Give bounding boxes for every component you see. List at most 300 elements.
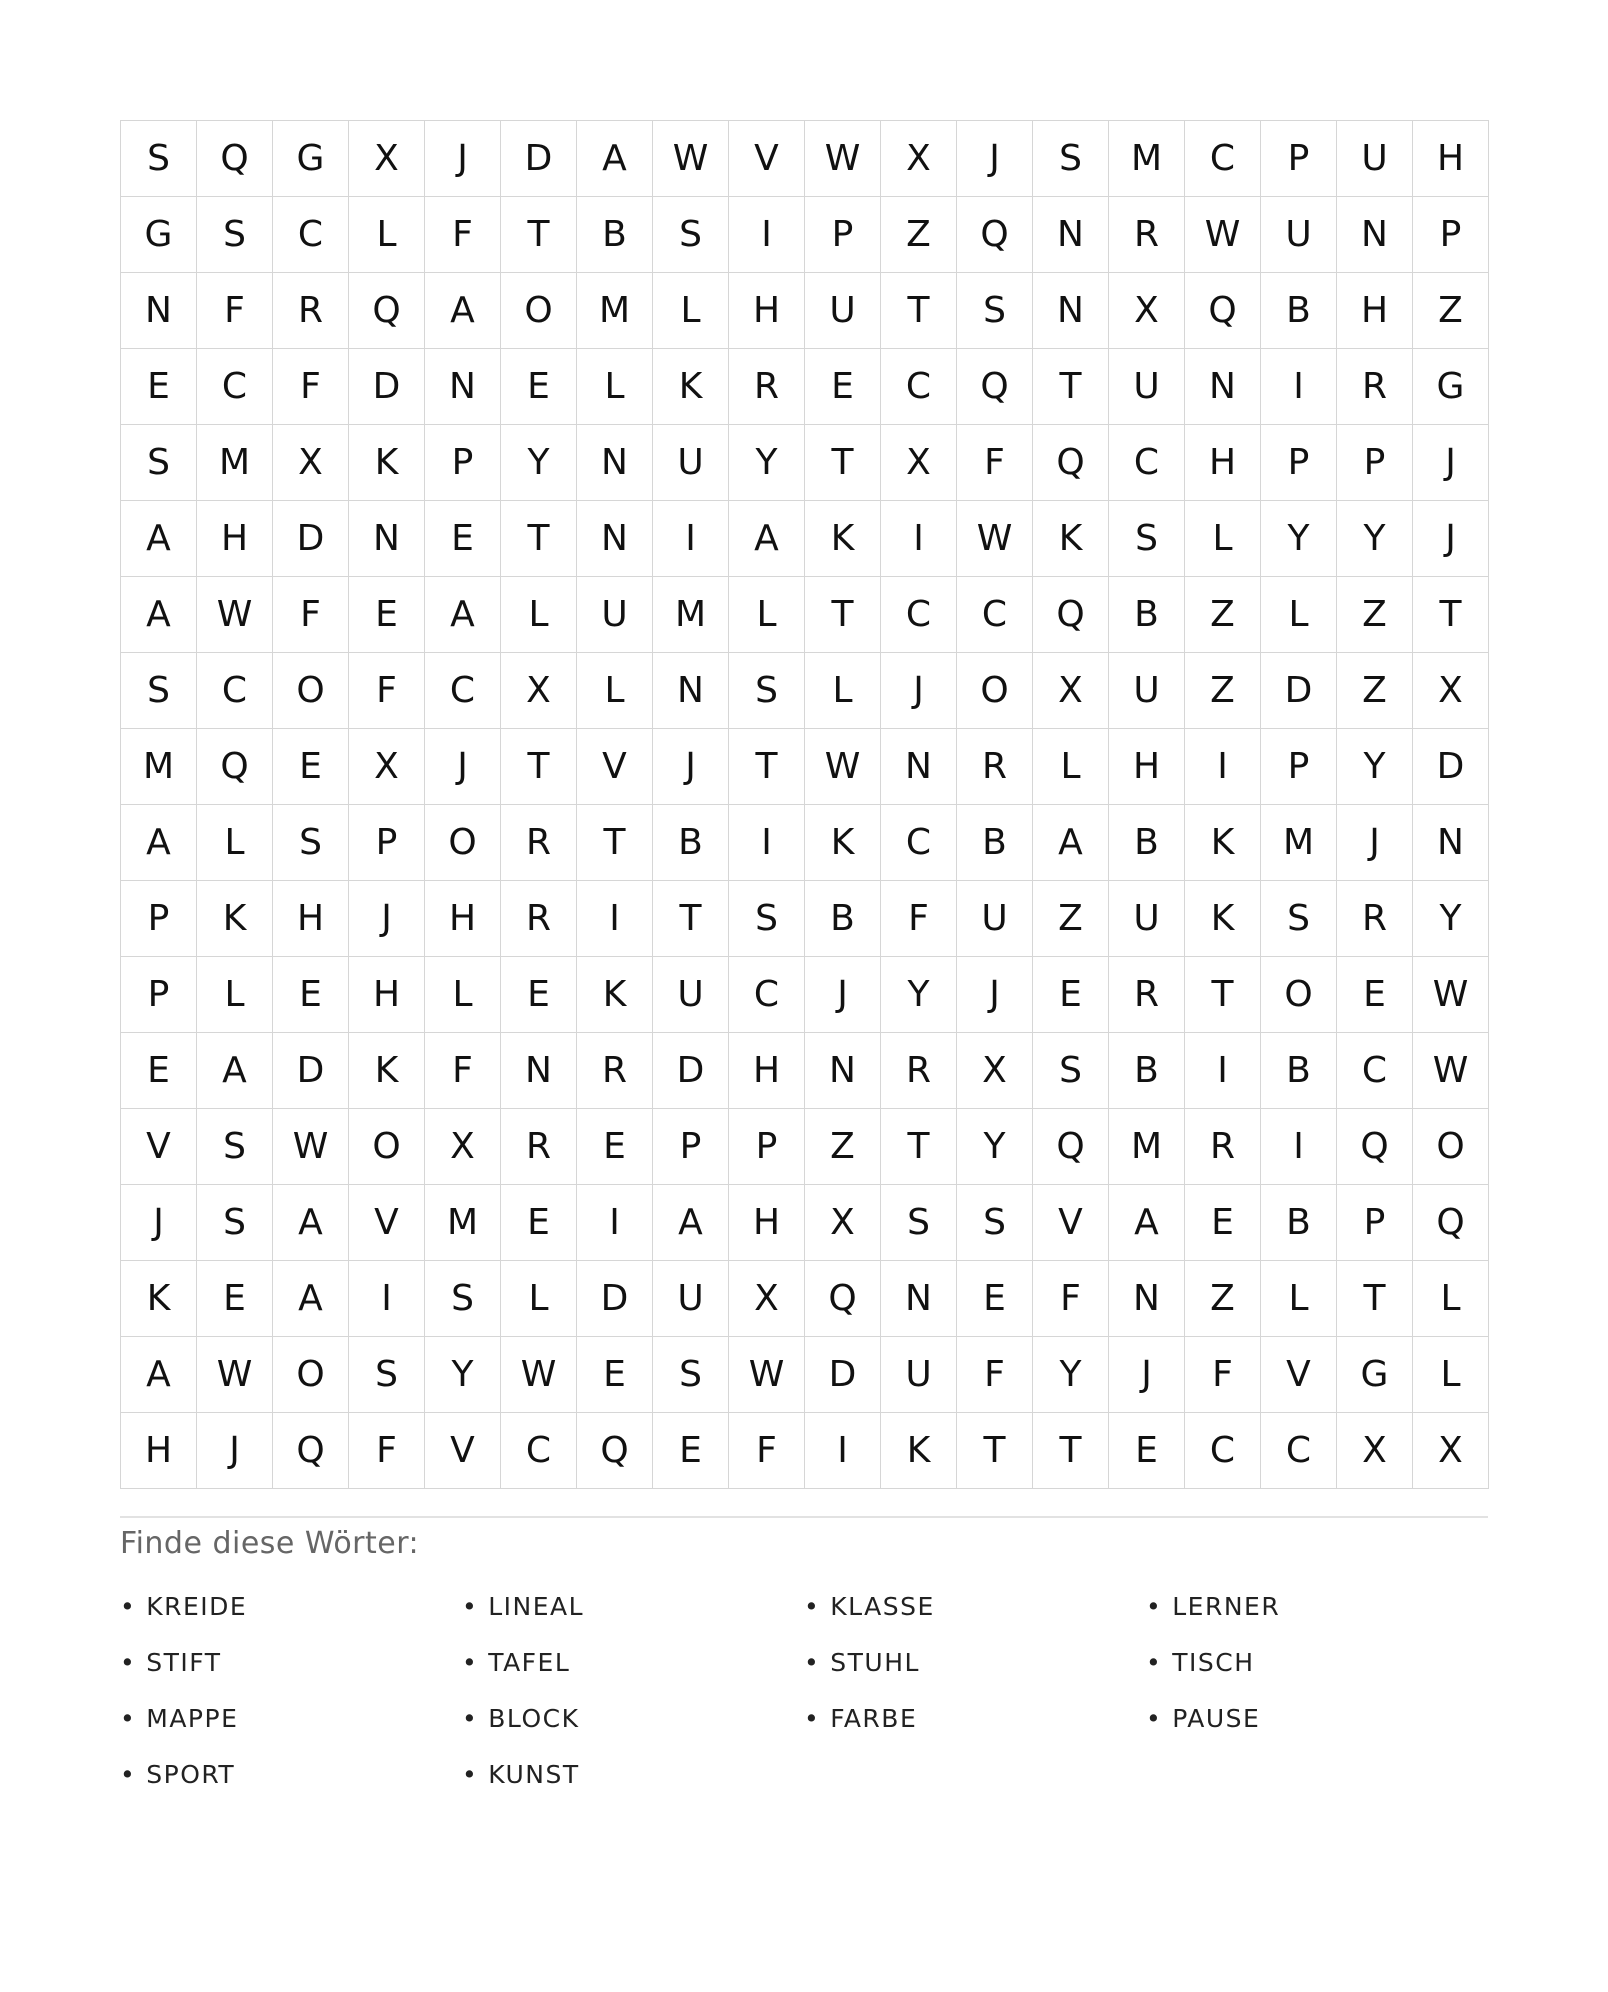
grid-cell[interactable]: S (197, 1109, 273, 1185)
grid-cell[interactable]: E (577, 1109, 653, 1185)
grid-cell[interactable]: S (197, 197, 273, 273)
grid-cell[interactable]: H (729, 1033, 805, 1109)
grid-cell[interactable]: U (1109, 349, 1185, 425)
grid-cell[interactable]: E (273, 957, 349, 1033)
grid-cell[interactable]: G (273, 121, 349, 197)
grid-cell[interactable]: W (729, 1337, 805, 1413)
grid-cell[interactable]: J (957, 121, 1033, 197)
grid-cell[interactable]: F (957, 1337, 1033, 1413)
grid-cell[interactable]: T (729, 729, 805, 805)
grid-cell[interactable]: A (425, 273, 501, 349)
grid-cell[interactable]: E (197, 1261, 273, 1337)
grid-cell[interactable]: H (197, 501, 273, 577)
grid-cell[interactable]: I (653, 501, 729, 577)
grid-cell[interactable]: J (197, 1413, 273, 1489)
grid-cell[interactable]: K (1033, 501, 1109, 577)
grid-cell[interactable]: U (1337, 121, 1413, 197)
grid-cell[interactable]: N (1033, 197, 1109, 273)
grid-cell[interactable]: Q (273, 1413, 349, 1489)
grid-cell[interactable]: W (957, 501, 1033, 577)
grid-cell[interactable]: A (577, 121, 653, 197)
grid-cell[interactable]: R (273, 273, 349, 349)
grid-cell[interactable]: Y (1261, 501, 1337, 577)
grid-cell[interactable]: C (1337, 1033, 1413, 1109)
grid-cell[interactable]: U (1109, 653, 1185, 729)
grid-cell[interactable]: R (729, 349, 805, 425)
grid-cell[interactable]: O (273, 653, 349, 729)
grid-cell[interactable]: J (653, 729, 729, 805)
grid-cell[interactable]: E (957, 1261, 1033, 1337)
grid-cell[interactable]: U (1109, 881, 1185, 957)
grid-cell[interactable]: D (1261, 653, 1337, 729)
grid-cell[interactable]: E (501, 1185, 577, 1261)
grid-cell[interactable]: T (501, 501, 577, 577)
grid-cell[interactable]: P (1261, 121, 1337, 197)
grid-cell[interactable]: R (1337, 349, 1413, 425)
grid-cell[interactable]: P (1337, 425, 1413, 501)
grid-cell[interactable]: U (653, 1261, 729, 1337)
grid-cell[interactable]: Z (1337, 653, 1413, 729)
grid-cell[interactable]: K (805, 805, 881, 881)
grid-cell[interactable]: K (1185, 881, 1261, 957)
grid-cell[interactable]: Z (881, 197, 957, 273)
grid-cell[interactable]: M (577, 273, 653, 349)
grid-cell[interactable]: V (1033, 1185, 1109, 1261)
grid-cell[interactable]: X (957, 1033, 1033, 1109)
grid-cell[interactable]: F (425, 197, 501, 273)
grid-cell[interactable]: A (121, 1337, 197, 1413)
grid-cell[interactable]: Q (805, 1261, 881, 1337)
grid-cell[interactable]: L (577, 349, 653, 425)
grid-cell[interactable]: A (729, 501, 805, 577)
grid-cell[interactable]: V (1261, 1337, 1337, 1413)
grid-cell[interactable]: I (349, 1261, 425, 1337)
grid-cell[interactable]: X (805, 1185, 881, 1261)
grid-cell[interactable]: N (577, 501, 653, 577)
grid-cell[interactable]: T (1033, 349, 1109, 425)
grid-cell[interactable]: S (349, 1337, 425, 1413)
grid-cell[interactable]: L (653, 273, 729, 349)
grid-cell[interactable]: Z (805, 1109, 881, 1185)
grid-cell[interactable]: C (881, 577, 957, 653)
grid-cell[interactable]: B (1109, 805, 1185, 881)
grid-cell[interactable]: M (121, 729, 197, 805)
grid-cell[interactable]: C (881, 805, 957, 881)
grid-cell[interactable]: L (349, 197, 425, 273)
grid-cell[interactable]: T (1185, 957, 1261, 1033)
grid-cell[interactable]: W (501, 1337, 577, 1413)
grid-cell[interactable]: E (121, 349, 197, 425)
grid-cell[interactable]: Y (425, 1337, 501, 1413)
grid-cell[interactable]: Q (1413, 1185, 1489, 1261)
grid-cell[interactable]: R (577, 1033, 653, 1109)
grid-cell[interactable]: I (805, 1413, 881, 1489)
grid-cell[interactable]: Y (1337, 501, 1413, 577)
grid-cell[interactable]: J (1413, 501, 1489, 577)
grid-cell[interactable]: R (501, 805, 577, 881)
grid-cell[interactable]: Q (197, 121, 273, 197)
grid-cell[interactable]: O (273, 1337, 349, 1413)
grid-cell[interactable]: Z (1413, 273, 1489, 349)
grid-cell[interactable]: X (425, 1109, 501, 1185)
grid-cell[interactable]: S (1109, 501, 1185, 577)
grid-cell[interactable]: S (273, 805, 349, 881)
grid-cell[interactable]: P (805, 197, 881, 273)
grid-cell[interactable]: F (349, 653, 425, 729)
grid-cell[interactable]: O (1413, 1109, 1489, 1185)
grid-cell[interactable]: Q (957, 349, 1033, 425)
grid-cell[interactable]: T (1033, 1413, 1109, 1489)
grid-cell[interactable]: H (729, 273, 805, 349)
grid-cell[interactable]: T (501, 197, 577, 273)
grid-cell[interactable]: T (957, 1413, 1033, 1489)
grid-cell[interactable]: C (1261, 1413, 1337, 1489)
grid-cell[interactable]: S (1033, 1033, 1109, 1109)
grid-cell[interactable]: J (881, 653, 957, 729)
grid-cell[interactable]: T (805, 425, 881, 501)
grid-cell[interactable]: S (881, 1185, 957, 1261)
grid-cell[interactable]: J (349, 881, 425, 957)
grid-cell[interactable]: H (1413, 121, 1489, 197)
grid-cell[interactable]: S (197, 1185, 273, 1261)
grid-cell[interactable]: S (121, 653, 197, 729)
grid-cell[interactable]: B (577, 197, 653, 273)
grid-cell[interactable]: Q (1033, 577, 1109, 653)
grid-cell[interactable]: A (121, 577, 197, 653)
grid-cell[interactable]: N (425, 349, 501, 425)
grid-cell[interactable]: Y (1413, 881, 1489, 957)
grid-cell[interactable]: Q (1033, 425, 1109, 501)
grid-cell[interactable]: R (881, 1033, 957, 1109)
grid-cell[interactable]: D (273, 1033, 349, 1109)
grid-cell[interactable]: T (653, 881, 729, 957)
grid-cell[interactable]: L (197, 957, 273, 1033)
grid-cell[interactable]: A (121, 805, 197, 881)
grid-cell[interactable]: U (653, 425, 729, 501)
grid-cell[interactable]: L (1413, 1337, 1489, 1413)
grid-cell[interactable]: D (273, 501, 349, 577)
grid-cell[interactable]: C (1109, 425, 1185, 501)
grid-cell[interactable]: P (121, 957, 197, 1033)
grid-cell[interactable]: S (121, 121, 197, 197)
grid-cell[interactable]: Z (1337, 577, 1413, 653)
grid-cell[interactable]: T (881, 273, 957, 349)
grid-cell[interactable]: M (197, 425, 273, 501)
grid-cell[interactable]: T (501, 729, 577, 805)
grid-cell[interactable]: D (653, 1033, 729, 1109)
grid-cell[interactable]: N (349, 501, 425, 577)
grid-cell[interactable]: T (805, 577, 881, 653)
grid-cell[interactable]: N (1337, 197, 1413, 273)
grid-cell[interactable]: X (349, 121, 425, 197)
grid-cell[interactable]: T (577, 805, 653, 881)
grid-cell[interactable]: D (349, 349, 425, 425)
grid-cell[interactable]: V (729, 121, 805, 197)
grid-cell[interactable]: F (273, 577, 349, 653)
grid-cell[interactable]: X (729, 1261, 805, 1337)
grid-cell[interactable]: R (1109, 957, 1185, 1033)
grid-cell[interactable]: E (121, 1033, 197, 1109)
grid-cell[interactable]: O (349, 1109, 425, 1185)
grid-cell[interactable]: W (197, 577, 273, 653)
grid-cell[interactable]: R (1337, 881, 1413, 957)
grid-cell[interactable]: W (1413, 957, 1489, 1033)
grid-cell[interactable]: J (425, 121, 501, 197)
grid-cell[interactable]: W (197, 1337, 273, 1413)
grid-cell[interactable]: O (501, 273, 577, 349)
grid-cell[interactable]: M (425, 1185, 501, 1261)
grid-cell[interactable]: X (1337, 1413, 1413, 1489)
grid-cell[interactable]: A (425, 577, 501, 653)
grid-cell[interactable]: I (729, 197, 805, 273)
grid-cell[interactable]: N (1185, 349, 1261, 425)
grid-cell[interactable]: I (881, 501, 957, 577)
grid-cell[interactable]: C (881, 349, 957, 425)
grid-cell[interactable]: S (653, 1337, 729, 1413)
grid-cell[interactable]: I (729, 805, 805, 881)
grid-cell[interactable]: O (1261, 957, 1337, 1033)
grid-cell[interactable]: P (1413, 197, 1489, 273)
grid-cell[interactable]: N (577, 425, 653, 501)
grid-cell[interactable]: I (1185, 729, 1261, 805)
grid-cell[interactable]: L (1413, 1261, 1489, 1337)
grid-cell[interactable]: Z (1185, 577, 1261, 653)
grid-cell[interactable]: W (1413, 1033, 1489, 1109)
grid-cell[interactable]: V (425, 1413, 501, 1489)
grid-cell[interactable]: A (121, 501, 197, 577)
grid-cell[interactable]: M (653, 577, 729, 653)
grid-cell[interactable]: T (1337, 1261, 1413, 1337)
grid-cell[interactable]: P (653, 1109, 729, 1185)
grid-cell[interactable]: L (1185, 501, 1261, 577)
grid-cell[interactable]: X (501, 653, 577, 729)
grid-cell[interactable]: Y (729, 425, 805, 501)
grid-cell[interactable]: L (501, 577, 577, 653)
grid-cell[interactable]: L (197, 805, 273, 881)
grid-cell[interactable]: C (273, 197, 349, 273)
grid-cell[interactable]: X (1413, 653, 1489, 729)
grid-cell[interactable]: J (121, 1185, 197, 1261)
grid-cell[interactable]: M (1109, 121, 1185, 197)
grid-cell[interactable]: I (577, 1185, 653, 1261)
grid-cell[interactable]: U (577, 577, 653, 653)
grid-cell[interactable]: E (1185, 1185, 1261, 1261)
grid-cell[interactable]: L (425, 957, 501, 1033)
grid-cell[interactable]: I (1261, 1109, 1337, 1185)
grid-cell[interactable]: B (1109, 1033, 1185, 1109)
grid-cell[interactable]: S (1033, 121, 1109, 197)
grid-cell[interactable]: V (577, 729, 653, 805)
grid-cell[interactable]: Q (349, 273, 425, 349)
grid-cell[interactable]: E (577, 1337, 653, 1413)
grid-cell[interactable]: E (1337, 957, 1413, 1033)
grid-cell[interactable]: W (1185, 197, 1261, 273)
grid-cell[interactable]: U (957, 881, 1033, 957)
grid-cell[interactable]: Q (1185, 273, 1261, 349)
grid-cell[interactable]: J (1337, 805, 1413, 881)
grid-cell[interactable]: J (805, 957, 881, 1033)
grid-cell[interactable]: I (1261, 349, 1337, 425)
grid-cell[interactable]: X (1033, 653, 1109, 729)
grid-cell[interactable]: G (1413, 349, 1489, 425)
grid-cell[interactable]: Z (1033, 881, 1109, 957)
grid-cell[interactable]: W (805, 121, 881, 197)
grid-cell[interactable]: O (957, 653, 1033, 729)
grid-cell[interactable]: J (1413, 425, 1489, 501)
grid-cell[interactable]: E (1033, 957, 1109, 1033)
grid-cell[interactable]: H (729, 1185, 805, 1261)
grid-cell[interactable]: B (1261, 1033, 1337, 1109)
grid-cell[interactable]: D (501, 121, 577, 197)
grid-cell[interactable]: S (121, 425, 197, 501)
grid-cell[interactable]: F (425, 1033, 501, 1109)
grid-cell[interactable]: E (349, 577, 425, 653)
grid-cell[interactable]: L (729, 577, 805, 653)
grid-cell[interactable]: I (577, 881, 653, 957)
grid-cell[interactable]: Y (1033, 1337, 1109, 1413)
grid-cell[interactable]: K (577, 957, 653, 1033)
grid-cell[interactable]: O (425, 805, 501, 881)
grid-cell[interactable]: S (425, 1261, 501, 1337)
grid-cell[interactable]: H (121, 1413, 197, 1489)
grid-cell[interactable]: Q (1033, 1109, 1109, 1185)
grid-cell[interactable]: F (1033, 1261, 1109, 1337)
grid-cell[interactable]: N (121, 273, 197, 349)
grid-cell[interactable]: B (805, 881, 881, 957)
grid-cell[interactable]: E (501, 349, 577, 425)
grid-cell[interactable]: P (1261, 425, 1337, 501)
grid-cell[interactable]: H (1185, 425, 1261, 501)
grid-cell[interactable]: X (1109, 273, 1185, 349)
grid-cell[interactable]: L (1033, 729, 1109, 805)
grid-cell[interactable]: B (1261, 273, 1337, 349)
grid-cell[interactable]: C (957, 577, 1033, 653)
grid-cell[interactable]: K (121, 1261, 197, 1337)
grid-cell[interactable]: P (425, 425, 501, 501)
grid-cell[interactable]: N (501, 1033, 577, 1109)
grid-cell[interactable]: N (1109, 1261, 1185, 1337)
grid-cell[interactable]: F (881, 881, 957, 957)
grid-cell[interactable]: Y (501, 425, 577, 501)
grid-cell[interactable]: E (273, 729, 349, 805)
grid-cell[interactable]: J (425, 729, 501, 805)
grid-cell[interactable]: X (349, 729, 425, 805)
grid-cell[interactable]: S (957, 273, 1033, 349)
grid-cell[interactable]: F (197, 273, 273, 349)
grid-cell[interactable]: N (881, 729, 957, 805)
grid-cell[interactable]: E (501, 957, 577, 1033)
grid-cell[interactable]: N (881, 1261, 957, 1337)
grid-cell[interactable]: F (957, 425, 1033, 501)
grid-cell[interactable]: X (881, 425, 957, 501)
grid-cell[interactable]: K (1185, 805, 1261, 881)
grid-cell[interactable]: B (653, 805, 729, 881)
grid-cell[interactable]: H (1337, 273, 1413, 349)
grid-cell[interactable]: E (805, 349, 881, 425)
grid-cell[interactable]: P (729, 1109, 805, 1185)
grid-cell[interactable]: R (1185, 1109, 1261, 1185)
grid-cell[interactable]: I (1185, 1033, 1261, 1109)
grid-cell[interactable]: E (653, 1413, 729, 1489)
grid-cell[interactable]: M (1261, 805, 1337, 881)
grid-cell[interactable]: N (653, 653, 729, 729)
grid-cell[interactable]: V (121, 1109, 197, 1185)
grid-cell[interactable]: X (881, 121, 957, 197)
grid-cell[interactable]: W (805, 729, 881, 805)
grid-cell[interactable]: A (653, 1185, 729, 1261)
grid-cell[interactable]: C (501, 1413, 577, 1489)
grid-cell[interactable]: P (1261, 729, 1337, 805)
grid-cell[interactable]: A (1109, 1185, 1185, 1261)
grid-cell[interactable]: R (1109, 197, 1185, 273)
grid-cell[interactable]: T (1413, 577, 1489, 653)
grid-cell[interactable]: D (1413, 729, 1489, 805)
grid-cell[interactable]: J (1109, 1337, 1185, 1413)
grid-cell[interactable]: H (349, 957, 425, 1033)
grid-cell[interactable]: P (121, 881, 197, 957)
grid-cell[interactable]: S (1261, 881, 1337, 957)
grid-cell[interactable]: N (1413, 805, 1489, 881)
grid-cell[interactable]: T (881, 1109, 957, 1185)
grid-cell[interactable]: R (501, 1109, 577, 1185)
grid-cell[interactable]: Y (881, 957, 957, 1033)
grid-cell[interactable]: W (273, 1109, 349, 1185)
grid-cell[interactable]: S (653, 197, 729, 273)
grid-cell[interactable]: P (1337, 1185, 1413, 1261)
grid-cell[interactable]: U (653, 957, 729, 1033)
grid-cell[interactable]: E (425, 501, 501, 577)
grid-cell[interactable]: K (197, 881, 273, 957)
grid-cell[interactable]: N (805, 1033, 881, 1109)
grid-cell[interactable]: K (805, 501, 881, 577)
grid-cell[interactable]: C (425, 653, 501, 729)
grid-cell[interactable]: E (1109, 1413, 1185, 1489)
grid-cell[interactable]: Y (1337, 729, 1413, 805)
grid-cell[interactable]: P (349, 805, 425, 881)
grid-cell[interactable]: H (273, 881, 349, 957)
grid-cell[interactable]: M (1109, 1109, 1185, 1185)
grid-cell[interactable]: U (1261, 197, 1337, 273)
grid-cell[interactable]: Z (1185, 1261, 1261, 1337)
grid-cell[interactable]: S (729, 881, 805, 957)
grid-cell[interactable]: R (957, 729, 1033, 805)
grid-cell[interactable]: Q (1337, 1109, 1413, 1185)
grid-cell[interactable]: W (653, 121, 729, 197)
grid-cell[interactable]: L (577, 653, 653, 729)
grid-cell[interactable]: Q (957, 197, 1033, 273)
grid-cell[interactable]: C (1185, 121, 1261, 197)
grid-cell[interactable]: H (425, 881, 501, 957)
grid-cell[interactable]: F (1185, 1337, 1261, 1413)
grid-cell[interactable]: B (1109, 577, 1185, 653)
grid-cell[interactable]: K (349, 425, 425, 501)
grid-cell[interactable]: Q (197, 729, 273, 805)
grid-cell[interactable]: C (197, 349, 273, 425)
grid-cell[interactable]: F (729, 1413, 805, 1489)
grid-cell[interactable]: L (805, 653, 881, 729)
grid-cell[interactable]: L (501, 1261, 577, 1337)
grid-cell[interactable]: U (881, 1337, 957, 1413)
grid-cell[interactable]: R (501, 881, 577, 957)
grid-cell[interactable]: S (729, 653, 805, 729)
grid-cell[interactable]: F (349, 1413, 425, 1489)
grid-cell[interactable]: K (349, 1033, 425, 1109)
grid-cell[interactable]: L (1261, 1261, 1337, 1337)
grid-cell[interactable]: A (197, 1033, 273, 1109)
grid-cell[interactable]: C (197, 653, 273, 729)
grid-cell[interactable]: B (1261, 1185, 1337, 1261)
grid-cell[interactable]: Y (957, 1109, 1033, 1185)
